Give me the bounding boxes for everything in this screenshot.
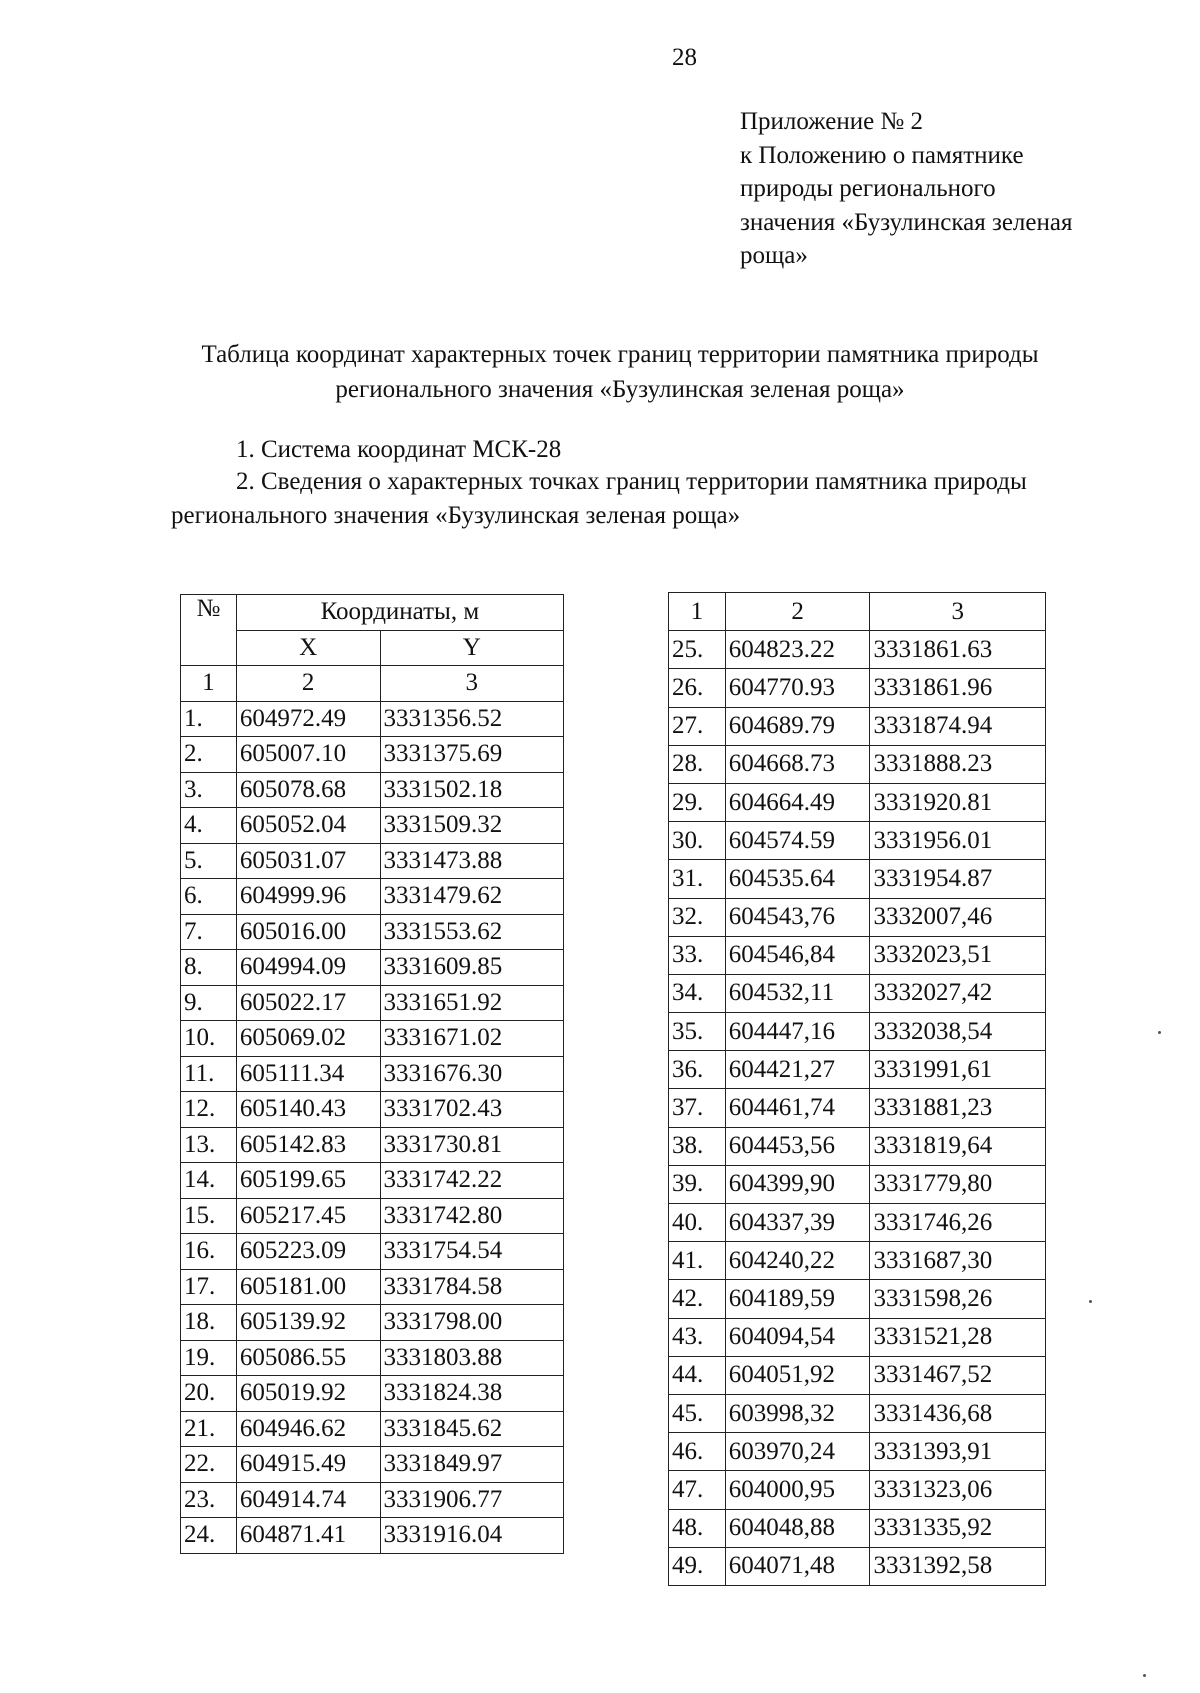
coordinate-y: 3331920.81 — [870, 783, 1046, 821]
coordinate-y: 3331803.88 — [380, 1340, 563, 1376]
coordinate-y: 3331861.96 — [870, 669, 1046, 707]
column-number: 3 — [870, 593, 1046, 631]
point-number: 48. — [669, 1509, 726, 1547]
coordinate-y: 3331473.88 — [380, 843, 563, 879]
scan-speck — [1089, 1300, 1092, 1303]
point-number: 38. — [669, 1127, 726, 1165]
coordinate-x: 604770.93 — [725, 669, 870, 707]
coordinate-x: 604535.64 — [725, 860, 870, 898]
coordinate-y: 3331742.22 — [380, 1163, 563, 1199]
point-number: 28. — [669, 745, 726, 783]
coordinate-x: 605111.34 — [236, 1056, 380, 1092]
point-number: 22. — [181, 1447, 237, 1483]
point-number: 40. — [669, 1204, 726, 1242]
coordinate-y: 3331845.62 — [380, 1411, 563, 1447]
table-row — [669, 745, 1046, 783]
point-number: 36. — [669, 1051, 726, 1089]
table-row — [181, 1163, 564, 1199]
point-number: 23. — [181, 1482, 237, 1518]
table-row — [181, 843, 564, 879]
coordinate-y: 3331479.62 — [380, 879, 563, 915]
point-number: 1. — [181, 701, 237, 737]
point-number: 10. — [181, 1021, 237, 1057]
coordinate-y: 3331687,30 — [870, 1242, 1046, 1280]
points-info-item: 2. Сведения о характерных точках границ территории памятника природы — [236, 468, 1027, 495]
point-number: 20. — [181, 1376, 237, 1412]
table-row — [669, 1471, 1046, 1509]
title-line: Таблица координат характерных точек границ территории памятника природы — [201, 341, 1039, 368]
coordinate-x: 605052.04 — [236, 808, 380, 844]
table-row — [669, 1318, 1046, 1356]
coordinate-y: 3331991,61 — [870, 1051, 1046, 1089]
header-y: Y — [380, 630, 563, 666]
table-header-row — [181, 630, 564, 666]
coordinate-x: 605016.00 — [236, 914, 380, 950]
coordinate-x: 605140.43 — [236, 1092, 380, 1128]
coordinate-y: 3332023,51 — [870, 936, 1046, 974]
coordinate-system-item: 1. Система координат МСК-28 — [236, 436, 562, 463]
point-number: 30. — [669, 822, 726, 860]
coordinate-y: 3331553.62 — [380, 914, 563, 950]
coordinate-x: 604071,48 — [725, 1547, 870, 1585]
coordinate-y: 3331323,06 — [870, 1471, 1046, 1509]
point-number: 47. — [669, 1471, 726, 1509]
coordinate-x: 605007.10 — [236, 737, 380, 773]
point-number: 44. — [669, 1356, 726, 1394]
appendix-line: значения «Бузулинская зеленая — [740, 208, 1073, 236]
coordinate-x: 604689.79 — [725, 707, 870, 745]
table-row — [181, 1305, 564, 1341]
column-number: 3 — [380, 666, 563, 702]
table-row — [669, 1394, 1046, 1432]
coordinate-y: 3331874.94 — [870, 707, 1046, 745]
coordinate-x: 604668.73 — [725, 745, 870, 783]
coordinate-x: 605069.02 — [236, 1021, 380, 1057]
table-row — [669, 1013, 1046, 1051]
table-row — [181, 1092, 564, 1128]
table-row — [669, 974, 1046, 1012]
point-number: 41. — [669, 1242, 726, 1280]
coordinate-x: 604972.49 — [236, 701, 380, 737]
coordinate-y: 3332038,54 — [870, 1013, 1046, 1051]
coordinate-x: 604421,27 — [725, 1051, 870, 1089]
point-number: 3. — [181, 772, 237, 808]
coordinate-x: 604994.09 — [236, 950, 380, 986]
coordinate-x: 604946.62 — [236, 1411, 380, 1447]
table-row — [669, 1204, 1046, 1242]
point-number: 5. — [181, 843, 237, 879]
table-row — [181, 808, 564, 844]
coordinate-y: 3331746,26 — [870, 1204, 1046, 1242]
point-number: 27. — [669, 707, 726, 745]
coordinate-x: 604337,39 — [725, 1204, 870, 1242]
point-number: 45. — [669, 1394, 726, 1432]
table-row — [669, 860, 1046, 898]
point-number: 33. — [669, 936, 726, 974]
coordinate-y: 3331502.18 — [380, 772, 563, 808]
table-row — [181, 1198, 564, 1234]
coordinate-y: 3331742.80 — [380, 1198, 563, 1234]
point-number: 8. — [181, 950, 237, 986]
coordinate-x: 604543,76 — [725, 898, 870, 936]
coordinate-y: 3331702.43 — [380, 1092, 563, 1128]
point-number: 46. — [669, 1433, 726, 1471]
table-row — [181, 1127, 564, 1163]
coordinate-y: 3331819,64 — [870, 1127, 1046, 1165]
table-row — [669, 1165, 1046, 1203]
point-number: 35. — [669, 1013, 726, 1051]
point-number: 49. — [669, 1547, 726, 1585]
table-row — [669, 1509, 1046, 1547]
table-row — [669, 1089, 1046, 1127]
scan-speck — [1158, 1031, 1161, 1034]
coordinate-y: 3331375.69 — [380, 737, 563, 773]
table-row — [669, 1127, 1046, 1165]
point-number: 21. — [181, 1411, 237, 1447]
coordinate-x: 604051,92 — [725, 1356, 870, 1394]
coordinate-y: 3331906.77 — [380, 1482, 563, 1518]
point-number: 16. — [181, 1234, 237, 1270]
table-row — [669, 1433, 1046, 1471]
coordinate-y: 3331356.52 — [380, 701, 563, 737]
coordinate-y: 3331849.97 — [380, 1447, 563, 1483]
points-info-item-continued: регионального значения «Бузулинская зеленая роща» — [171, 502, 741, 529]
table-row — [669, 936, 1046, 974]
table-row — [669, 707, 1046, 745]
coordinate-x: 605217.45 — [236, 1198, 380, 1234]
table-row — [181, 1376, 564, 1412]
column-number-row — [669, 593, 1046, 631]
coordinate-x: 605086.55 — [236, 1340, 380, 1376]
column-number: 1 — [669, 593, 726, 631]
coordinate-x: 605022.17 — [236, 985, 380, 1021]
point-number: 34. — [669, 974, 726, 1012]
page-number: 28 — [672, 44, 697, 71]
coordinate-x: 604664.49 — [725, 783, 870, 821]
coordinate-x: 604574.59 — [725, 822, 870, 860]
point-number: 9. — [181, 985, 237, 1021]
coordinate-y: 3331436,68 — [870, 1394, 1046, 1432]
coordinate-x: 605078.68 — [236, 772, 380, 808]
appendix-note — [740, 105, 1072, 273]
table-row — [669, 783, 1046, 821]
coordinate-y: 3331881,23 — [870, 1089, 1046, 1127]
table-row — [181, 985, 564, 1021]
header-coordinates: Координаты, м — [236, 595, 563, 631]
appendix-line: роща» — [740, 242, 808, 269]
column-number: 2 — [236, 666, 380, 702]
point-number: 2. — [181, 737, 237, 773]
coordinate-x: 604532,11 — [725, 974, 870, 1012]
point-number: 4. — [181, 808, 237, 844]
point-number: 32. — [669, 898, 726, 936]
coordinate-y: 3332007,46 — [870, 898, 1046, 936]
table-row — [181, 737, 564, 773]
coordinate-y: 3331861.63 — [870, 631, 1046, 669]
coordinate-x: 605199.65 — [236, 1163, 380, 1199]
table-row — [181, 1269, 564, 1305]
coordinates-table-right — [668, 592, 1046, 1586]
coordinate-x: 603970,24 — [725, 1433, 870, 1471]
coordinate-y: 3331784.58 — [380, 1269, 563, 1305]
table-row — [181, 1234, 564, 1270]
coordinate-y: 3331467,52 — [870, 1356, 1046, 1394]
coordinate-x: 604048,88 — [725, 1509, 870, 1547]
point-number: 6. — [181, 879, 237, 915]
coordinate-y: 3331671.02 — [380, 1021, 563, 1057]
coordinate-x: 605019.92 — [236, 1376, 380, 1412]
point-number: 17. — [181, 1269, 237, 1305]
point-number: 12. — [181, 1092, 237, 1128]
point-number: 24. — [181, 1518, 237, 1554]
table-row — [669, 1280, 1046, 1318]
table-row — [181, 914, 564, 950]
coordinates-table-left — [180, 594, 564, 1554]
coordinate-x: 603998,32 — [725, 1394, 870, 1432]
coordinate-y: 3331754.54 — [380, 1234, 563, 1270]
coordinate-x: 604546,84 — [725, 936, 870, 974]
column-number: 2 — [725, 593, 870, 631]
table-row — [181, 879, 564, 915]
table-header-row — [181, 595, 564, 631]
point-number: 14. — [181, 1163, 237, 1199]
table-row — [669, 1242, 1046, 1280]
table-row — [669, 1356, 1046, 1394]
table-row — [669, 669, 1046, 707]
table-row — [669, 898, 1046, 936]
coordinate-y: 3331609.85 — [380, 950, 563, 986]
table-row — [669, 1547, 1046, 1585]
appendix-line: Приложение № 2 — [740, 108, 924, 135]
header-x: X — [236, 630, 380, 666]
coordinate-y: 3331509.32 — [380, 808, 563, 844]
table-row — [181, 1411, 564, 1447]
table-row — [181, 1056, 564, 1092]
point-number: 31. — [669, 860, 726, 898]
table-row — [669, 822, 1046, 860]
coordinate-x: 604447,16 — [725, 1013, 870, 1051]
point-number: 25. — [669, 631, 726, 669]
coordinate-x: 605181.00 — [236, 1269, 380, 1305]
coordinate-y: 3331392,58 — [870, 1547, 1046, 1585]
point-number: 39. — [669, 1165, 726, 1203]
table-row — [181, 1518, 564, 1554]
table-row — [181, 1340, 564, 1376]
coordinate-x: 604461,74 — [725, 1089, 870, 1127]
coordinate-x: 605223.09 — [236, 1234, 380, 1270]
coordinate-x: 604399,90 — [725, 1165, 870, 1203]
point-number: 42. — [669, 1280, 726, 1318]
point-number: 7. — [181, 914, 237, 950]
point-number: 26. — [669, 669, 726, 707]
coordinate-x: 604094,54 — [725, 1318, 870, 1356]
table-row — [181, 772, 564, 808]
coordinate-y: 3331888.23 — [870, 745, 1046, 783]
header-number: № — [181, 595, 237, 666]
coordinate-y: 3331393,91 — [870, 1433, 1046, 1471]
point-number: 13. — [181, 1127, 237, 1163]
table-row — [181, 1447, 564, 1483]
coordinate-x: 605139.92 — [236, 1305, 380, 1341]
coordinate-x: 604999.96 — [236, 879, 380, 915]
coordinate-y: 3331676.30 — [380, 1056, 563, 1092]
appendix-line: природы регионального — [740, 175, 996, 202]
coordinate-x: 604240,22 — [725, 1242, 870, 1280]
coordinate-x: 604000,95 — [725, 1471, 870, 1509]
point-number: 15. — [181, 1198, 237, 1234]
coordinate-y: 3331521,28 — [870, 1318, 1046, 1356]
table-row — [181, 950, 564, 986]
point-number: 19. — [181, 1340, 237, 1376]
coordinate-x: 605031.07 — [236, 843, 380, 879]
coordinate-y: 3331651.92 — [380, 985, 563, 1021]
coordinate-x: 604871.41 — [236, 1518, 380, 1554]
document-title — [120, 337, 1120, 407]
column-number: 1 — [181, 666, 237, 702]
column-number-row — [181, 666, 564, 702]
point-number: 18. — [181, 1305, 237, 1341]
coordinate-x: 604189,59 — [725, 1280, 870, 1318]
coordinate-x: 604915.49 — [236, 1447, 380, 1483]
coordinate-y: 3331956.01 — [870, 822, 1046, 860]
coordinate-x: 604453,56 — [725, 1127, 870, 1165]
coordinate-y: 3331916.04 — [380, 1518, 563, 1554]
appendix-line: к Положению о памятнике — [740, 141, 1024, 169]
coordinate-y: 3331798.00 — [380, 1305, 563, 1341]
scan-speck — [1143, 1674, 1146, 1677]
coordinate-y: 3331954.87 — [870, 860, 1046, 898]
point-number: 29. — [669, 783, 726, 821]
table-row — [181, 1021, 564, 1057]
coordinate-y: 3332027,42 — [870, 974, 1046, 1012]
table-row — [181, 1482, 564, 1518]
coordinate-y: 3331730.81 — [380, 1127, 563, 1163]
point-number: 43. — [669, 1318, 726, 1356]
coordinate-x: 605142.83 — [236, 1127, 380, 1163]
table-row — [669, 1051, 1046, 1089]
coordinate-y: 3331335,92 — [870, 1509, 1046, 1547]
point-number: 37. — [669, 1089, 726, 1127]
table-row — [181, 701, 564, 737]
point-number: 11. — [181, 1056, 237, 1092]
table-row — [669, 631, 1046, 669]
coordinate-y: 3331824.38 — [380, 1376, 563, 1412]
coordinate-x: 604823.22 — [725, 631, 870, 669]
coordinate-y: 3331598,26 — [870, 1280, 1046, 1318]
title-line: регионального значения «Бузулинская зеленая роща» — [335, 376, 905, 403]
coordinate-y: 3331779,80 — [870, 1165, 1046, 1203]
coordinate-x: 604914.74 — [236, 1482, 380, 1518]
